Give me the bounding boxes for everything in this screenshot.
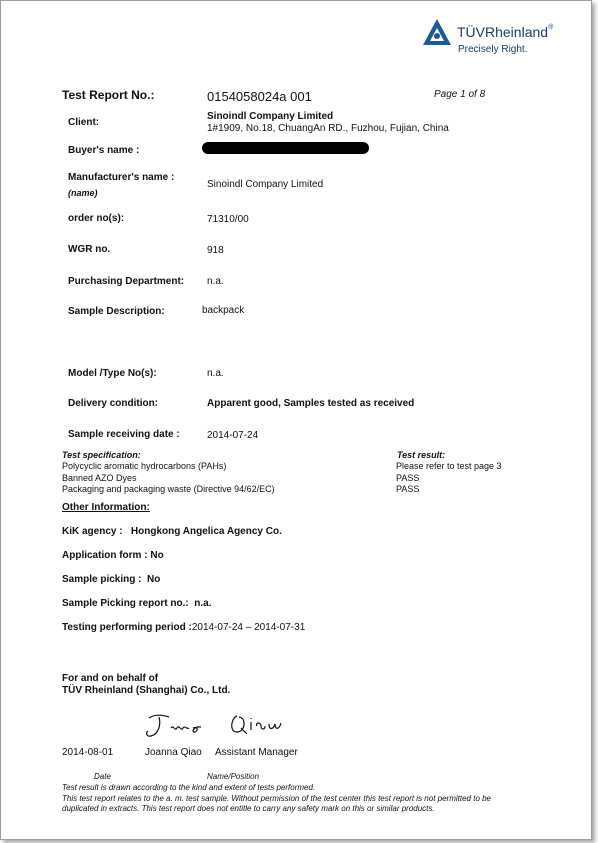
testing-period-label: Testing performing period :	[62, 622, 192, 633]
delivery-label: Delivery condition:	[68, 398, 159, 409]
application-form-row	[62, 550, 164, 561]
client-address: 1#1909, No.18, ChuangAn RD., Fuzhou, Fujian, China	[207, 123, 449, 134]
kik-agency-label: KiK agency :	[62, 526, 123, 537]
signature-date: 2014-08-01	[62, 747, 114, 758]
order-label: order no(s):	[68, 213, 125, 224]
test-result-row: Please refer to test page 3	[396, 461, 502, 471]
report-no-label: Test Report No.:	[62, 88, 155, 102]
brand-name: TÜVRheinland	[457, 24, 549, 40]
test-result-row: PASS	[396, 484, 420, 494]
test-spec-row: Packaging and packaging waste (Directive 94/62/EC)	[62, 484, 275, 494]
name-position-caption: Name/Position	[207, 772, 260, 781]
application-form-label: Application form :	[62, 550, 148, 561]
picking-report-row	[62, 598, 212, 609]
signatory-name: Joanna Qiao	[145, 747, 202, 758]
model-value: n.a.	[207, 368, 224, 379]
footer-line-1: Test result is drawn according to the kind and extent of tests performed.	[62, 783, 316, 792]
order-value: 71310/00	[207, 214, 249, 225]
client-label: Client:	[68, 117, 100, 128]
testing-period-value: 2014-07-24 – 2014-07-31	[191, 622, 306, 633]
picking-report-value: n.a.	[194, 598, 212, 609]
signatory-position: Assistant Manager	[215, 747, 298, 758]
report-number: 0154058024a 001	[207, 89, 312, 104]
testing-period-row	[62, 622, 305, 633]
brand-tagline: Precisely Right.	[458, 44, 528, 55]
model-label: Model /Type No(s):	[68, 368, 157, 379]
application-form-value: No	[150, 550, 164, 561]
test-spec-row: Banned AZO Dyes	[62, 473, 137, 483]
sample-picking-label: Sample picking :	[62, 574, 142, 585]
purchasing-label: Purchasing Department:	[68, 276, 185, 287]
receiving-date-value: 2014-07-24	[207, 430, 259, 441]
footer-line-2: This test report relates to the a. m. test sample. Without permission of the test center this test report is not permitted to be	[62, 794, 492, 803]
sample-description-value: backpack	[202, 305, 245, 316]
manufacturer-label: Manufacturer's name :	[68, 172, 175, 183]
buyer-label: Buyer's name :	[68, 145, 140, 156]
brand-logo	[457, 24, 553, 42]
receiving-date-label: Sample receiving date :	[68, 429, 180, 440]
on-behalf-line1: For and on behalf of	[62, 673, 159, 684]
date-caption: Date	[94, 772, 111, 781]
test-result-row: PASS	[396, 473, 420, 483]
kik-agency-value: Hongkong Angelica Agency Co.	[130, 526, 282, 537]
buyer-redaction-bar	[202, 142, 369, 154]
test-result-header: Test result:	[397, 450, 446, 460]
manufacturer-sublabel: (name)	[68, 188, 98, 198]
tuv-triangle-logo-icon	[422, 18, 452, 46]
picking-report-label: Sample Picking report no.:	[62, 598, 189, 609]
registered-mark: ®	[548, 24, 554, 31]
wgr-value: 918	[207, 245, 224, 256]
manufacturer-value: Sinoindl Company Limited	[207, 179, 324, 190]
kik-agency-row	[62, 526, 282, 537]
on-behalf-company: TÜV Rheinland (Shanghai) Co., Ltd.	[62, 685, 231, 696]
handwritten-signature	[141, 708, 291, 742]
wgr-label: WGR no.	[68, 244, 111, 255]
sample-description-label: Sample Description:	[68, 306, 165, 317]
footer-line-3: duplicated in extracts. This test report does not entitle to carry any safety mark on this or similar products.	[62, 804, 435, 813]
test-spec-row: Polycyclic aromatic hydrocarbons (PAHs)	[62, 461, 227, 471]
sample-picking-value: No	[147, 574, 161, 585]
other-info-header: Other Information:	[62, 502, 150, 513]
purchasing-value: n.a.	[207, 276, 224, 287]
sample-picking-row	[62, 574, 160, 585]
page-number: Page 1 of 8	[434, 89, 486, 100]
delivery-value: Apparent good, Samples tested as received	[207, 398, 415, 409]
client-name: Sinoindl Company Limited	[207, 111, 334, 122]
test-spec-header: Test specification:	[62, 450, 141, 460]
